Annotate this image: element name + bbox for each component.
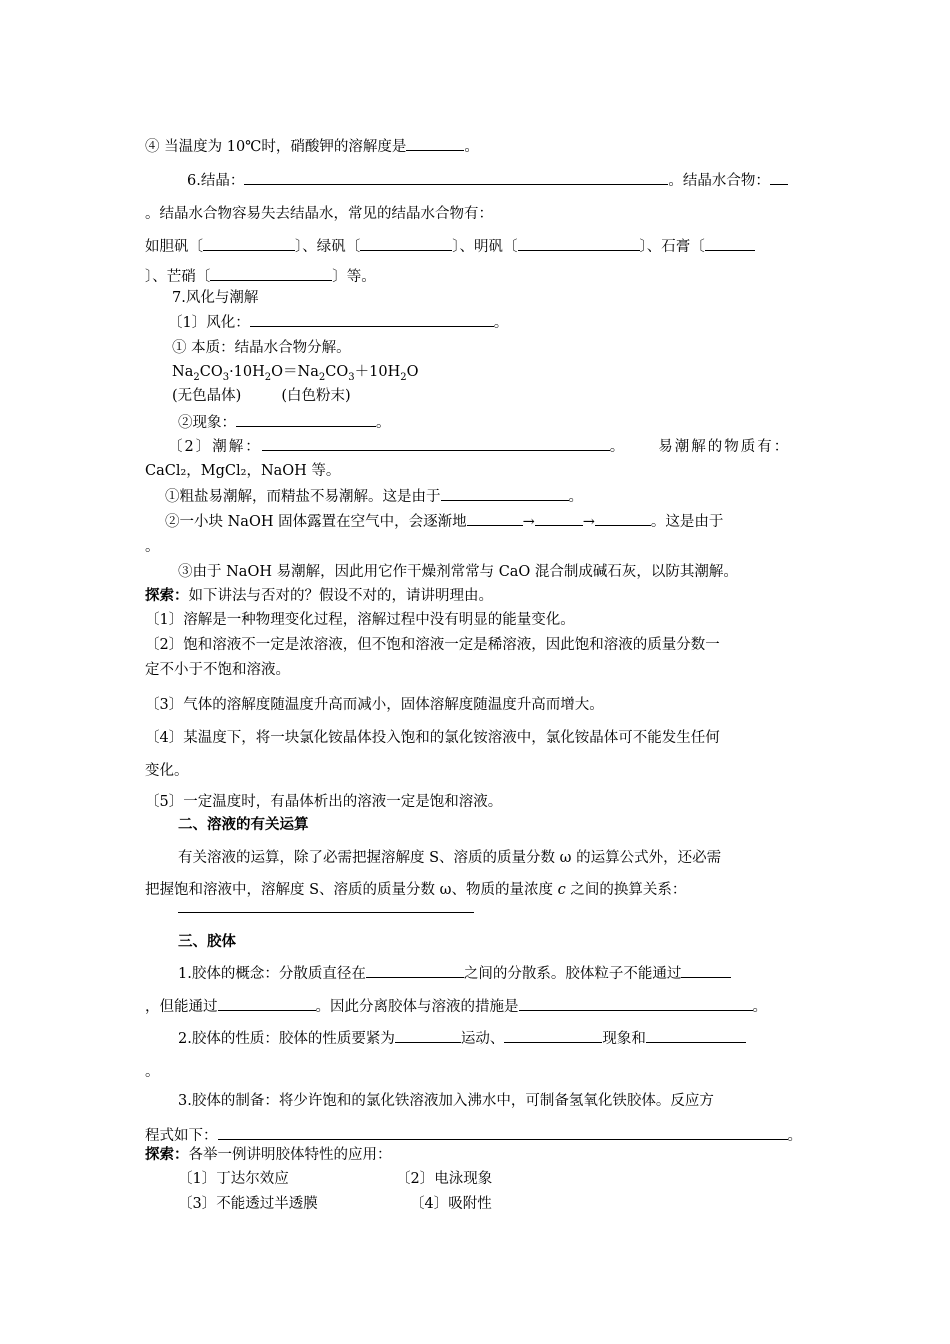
line-calculation-1: 有关溶液的运算，除了必需把握溶解度 S、溶质的质量分数 ω 的运算公式外，还必需 — [178, 850, 722, 866]
blank-crystallization-definition[interactable] — [244, 170, 668, 185]
blank-efflorescence-definition[interactable] — [250, 312, 494, 327]
line-crude-salt: ①粗盐易潮解，而精盐不易潮解。这是由于 。 — [165, 486, 583, 507]
statement-5: 〔5〕一定温度时，有晶体析出的溶液一定是饱和溶液。 — [145, 794, 503, 810]
statement-3: 〔3〕气体的溶解度随温度升高而减小，固体溶解度随温度升高而增大。 — [145, 697, 604, 713]
line-glauber-salt: 〕、芒硝〔 〕等。 — [145, 266, 376, 287]
line-deliquescent-substances: CaCl₂，MgCl₂，NaOH 等。 — [145, 463, 341, 479]
blank-can-pass[interactable] — [218, 996, 316, 1011]
line-explore-2: 探索：各举一例讲明胶体特性的应用： — [145, 1146, 392, 1163]
line-hydrate-intro: 。结晶水合物容易失去结晶水，常见的结晶水合物有： — [145, 206, 493, 222]
blank-naoh-stage-3[interactable] — [595, 511, 651, 526]
blank-blue-vitriol[interactable] — [203, 236, 295, 251]
statement-4-line-2: 变化。 — [145, 763, 189, 779]
line-efflorescence: 〔1〕风化： 。 — [168, 312, 508, 333]
line-hydrate-examples: 如胆矾〔 〕、绿矾〔 〕、明矾〔 〕、石膏〔 — [145, 236, 755, 257]
blank-conversion-relation[interactable] — [178, 912, 474, 913]
blank-naoh-stage-1[interactable] — [467, 511, 523, 526]
blank-motion[interactable] — [395, 1028, 461, 1043]
line-deliquescence: 〔2〕潮解： 。 易潮解的物质有： — [168, 436, 790, 457]
blank-hydrate-definition[interactable] — [770, 170, 788, 185]
statement-2-line-1: 〔2〕饱和溶液不一定是浓溶液，但不饱和溶液一定是稀溶液，因此饱和溶液的质量分数一 — [145, 637, 720, 653]
blank-phenomenon-2[interactable] — [504, 1028, 602, 1043]
line-reaction-equation: 程式如下： 。 — [145, 1125, 802, 1146]
line-naoh-exposed: ②一小块 NaOH 固体露置在空气中，会逐渐地 → → 。这是由于 — [165, 511, 723, 532]
line-calculation-2: 把握饱和溶液中，溶解度 S、溶质的质量分数 ω、物质的量浓度 c 之间的换算关系： — [145, 882, 687, 898]
blank-phenomenon[interactable] — [236, 412, 376, 427]
line-properties-end: 。 — [145, 1064, 160, 1080]
blank-naoh-stage-2[interactable] — [535, 511, 583, 526]
blank-gypsum[interactable] — [705, 236, 755, 251]
section-heading-colloid: 三、胶体 — [178, 933, 236, 950]
line-essence: ① 本质：结晶水合物分解。 — [172, 340, 351, 356]
section-heading-efflorescence: 7.风化与潮解 — [172, 290, 259, 306]
blank-kno3-solubility[interactable] — [406, 136, 464, 151]
blank-particle-diameter[interactable] — [366, 963, 464, 978]
line-colloid-properties: 2.胶体的性质：胶体的性质要紧为 运动、 现象和 — [178, 1028, 746, 1049]
statement-1: 〔1〕溶解是一种物理变化过程，溶解过程中没有明显的能量变化。 — [145, 612, 575, 628]
line-crystal-descriptions: (无色晶体) (白色粉末) — [172, 388, 351, 404]
statement-2-line-2: 定不小于不饱和溶液。 — [145, 662, 290, 678]
statement-4-line-1: 〔4〕某温度下，将一块氯化铵晶体投入饱和的氯化铵溶液中，氯化铵晶体可不能发生任何 — [145, 730, 720, 746]
line-soda-lime: ③由于 NaOH 易潮解，因此用它作干燥剂常常与 CaO 混合制成碱石灰，以防其潮解。 — [178, 564, 738, 580]
section-heading-solution-calculation: 二、溶液的有关运算 — [178, 816, 309, 833]
document-page: ④ 当温度为 10℃时，硝酸钾的溶解度是 。 6.结晶： 。结晶水合物： 。结晶水合物容易失去结晶水，常见的结晶水合物有： 如胆矾〔 〕、绿矾〔 〕、明矾〔 〕、石膏〔 〕、芒硝〔 〕等。 7.风化与潮解 〔1〕风化： 。 ① 本质：结晶水合物分解。 $Na_2CO_3\cdot 10H_2O=Na_2CO_3+10H_2O$ (无色晶体) (白色粉末) ②现象： 。 〔2〕潮解： 。 易潮解的物质有： CaCl₂，MgCl₂，NaOH 等。 ①粗盐易潮解，而精盐不易潮解。这是由于 。 ②一小块 NaOH 固体露置在空气中，会逐渐地 → → 。这是由于 。 ③由于 NaOH 易潮解，因此用它作干燥剂常常与 CaO 混合制成碱石灰，以防其潮解。 探索：如下讲法与否对的？假设不对的，请讲明理由。 〔1〕溶解是一种物理变化过程，溶解过程中没有明显的能量变化。 〔2〕饱和溶液不一定是浓溶液，但不饱和溶液一定是稀溶液，因此饱和溶液的质量分数一 定不小于不饱和溶液。 〔3〕气体的溶解度随温度升高而减小，固体溶解度随温度升高而增大。 〔4〕某温度下，将一块氯化铵晶体投入饱和的氯化铵溶液中，氯化铵晶体可不能发生任何 变化。 〔5〕一定温度时，有晶体析出的溶液一定是饱和溶液。 二、溶液的有关运算 有关溶液的运算，除了必需把握溶解度 S、溶质的质量分数 ω 的运算公式外，还必需 把握饱和溶液中，溶解度 S、溶质的质量分数 ω、物质的量浓度 c 之间的换算关系： 三、胶体 1.胶体的概念：分散质直径在 之间的分散系。胶体粒子不能通过 ，但能通过 。因此分离胶体与溶液的措施是 。 2.胶体的性质：胶体的性质要紧为 运动、 现象和 。 3.胶体的制备：将少许饱和的氯化铁溶液加入沸水中，可制备氢氧化铁胶体。反应方 程式如下： 。 探索：各举一例讲明胶体特性的应用： 〔1〕丁达尔效应 〔2〕电泳现象 〔3〕不能透过半透膜 〔4〕吸附性 — [0, 0, 950, 1344]
blank-property-3[interactable] — [646, 1028, 746, 1043]
line-colloid-concept: 1.胶体的概念：分散质直径在 之间的分散系。胶体粒子不能通过 — [178, 963, 731, 984]
blank-separation-method[interactable] — [519, 996, 753, 1011]
line-phenomenon: ②现象： 。 — [178, 412, 391, 433]
line-explore-1: 探索：如下讲法与否对的？假设不对的，请讲明理由。 — [145, 587, 493, 604]
chemical-equation: $Na_2CO_3\cdot 10H_2O=Na_2CO_3+10H_2O$ — [172, 364, 419, 383]
line-colloid-preparation: 3.胶体的制备：将少许饱和的氯化铁溶液加入沸水中，可制备氢氧化铁胶体。反应方 — [178, 1093, 714, 1109]
blank-reaction-equation[interactable] — [218, 1125, 788, 1140]
blank-crude-salt-reason[interactable] — [441, 486, 569, 501]
blank-glauber-salt[interactable] — [210, 266, 332, 281]
line-kno3-solubility: ④ 当温度为 10℃时，硝酸钾的溶解度是 。 — [145, 136, 479, 157]
line-colloid-separation: ，但能通过 。因此分离胶体与溶液的措施是 。 — [145, 996, 767, 1017]
blank-cannot-pass[interactable] — [681, 963, 731, 978]
line-crystallization: 6.结晶： 。结晶水合物： — [187, 170, 788, 191]
blank-deliquescence-definition[interactable] — [262, 436, 610, 451]
line-naoh-reason-end: 。 — [145, 539, 160, 555]
blank-alum[interactable] — [518, 236, 640, 251]
blank-green-vitriol[interactable] — [360, 236, 452, 251]
